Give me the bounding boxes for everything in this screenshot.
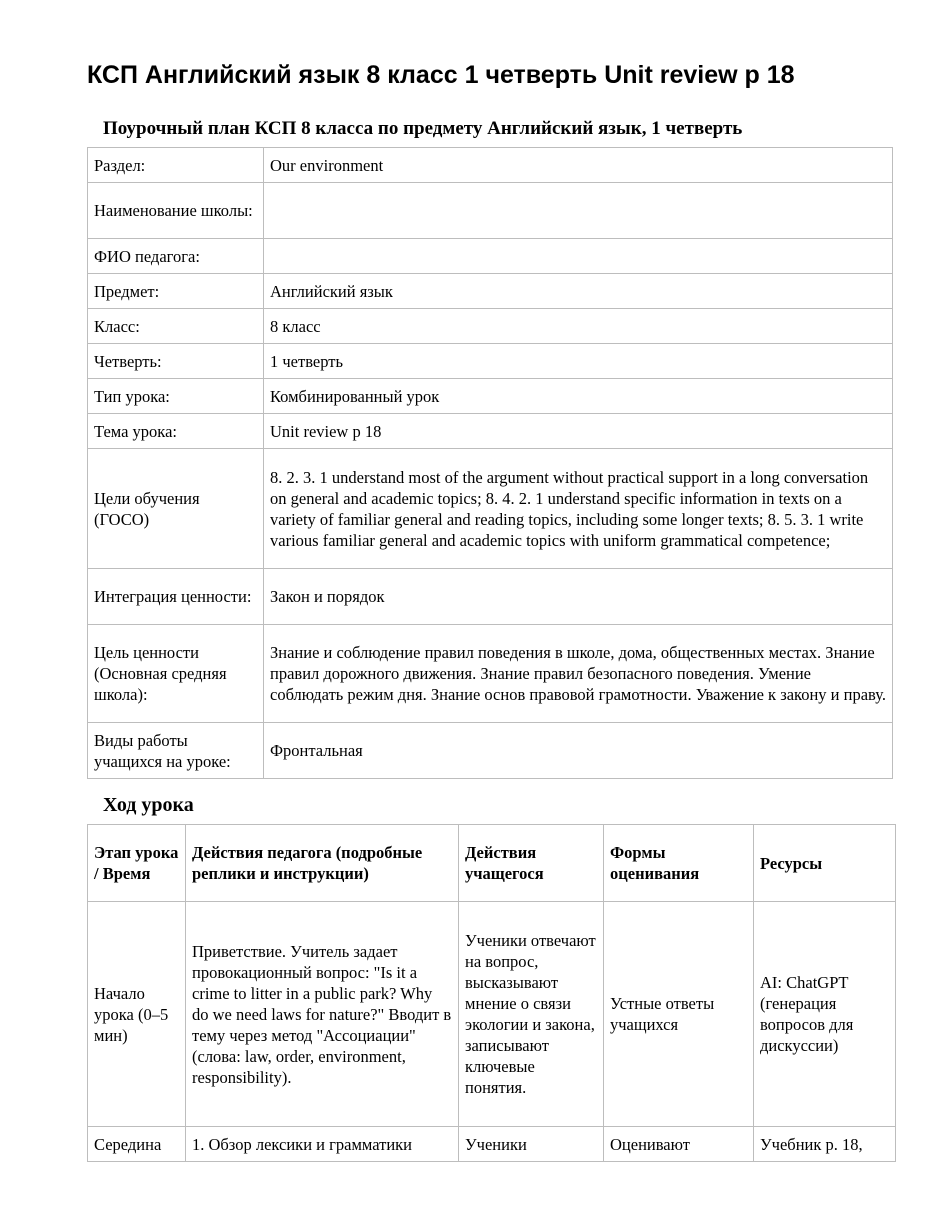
header-teacher-actions: Действия педагога (подробные реплики и инструкции) — [186, 825, 459, 902]
lesson-info-table — [87, 147, 893, 779]
header-assessment: Формы оценивания — [604, 825, 754, 902]
info-row — [88, 379, 893, 414]
info-value: Английский язык — [264, 274, 893, 309]
page-title: КСП Английский язык 8 класс 1 четверть Unit review p 18 — [87, 61, 795, 89]
info-key: Наименование школы: — [88, 183, 264, 239]
info-key: Четверть: — [88, 344, 264, 379]
resources-cell: Учебник p. 18, — [754, 1127, 896, 1162]
info-row — [88, 449, 893, 569]
info-key: Раздел: — [88, 148, 264, 183]
info-key: Тема урока: — [88, 414, 264, 449]
info-row — [88, 344, 893, 379]
student-actions-cell: Ученики отвечают на вопрос, высказывают мнение о связи экологии и закона, записывают ключевые понятия. — [459, 902, 604, 1127]
info-value: 8. 2. 3. 1 understand most of the argument without practical support in a long conversation on general and academic topics; 8. 4. 2. 1 understand specific information in texts on a variety of familiar general and reading topics, including some longer texts; 8. 5. 3. 1 write various familiar general and academic topics with uniform grammatical competence; — [264, 449, 893, 569]
info-row — [88, 148, 893, 183]
assessment-cell: Устные ответы учащихся — [604, 902, 754, 1127]
info-value: Our environment — [264, 148, 893, 183]
info-key: Предмет: — [88, 274, 264, 309]
info-value: Знание и соблюдение правил поведения в школе, дома, общественных местах. Знание правил дорожного движения. Знание правил безопасного поведения. Умение соблюдать режим дня. Знание основ правовой грамотности. Уважение к закону и праву. — [264, 625, 893, 723]
info-row — [88, 239, 893, 274]
student-actions-cell: Ученики — [459, 1127, 604, 1162]
info-key: Класс: — [88, 309, 264, 344]
info-row — [88, 183, 893, 239]
info-key: Цель ценности (Основная средняя школа): — [88, 625, 264, 723]
info-value: Фронтальная — [264, 723, 893, 779]
table-row — [88, 902, 896, 1127]
info-value — [264, 183, 893, 239]
info-value: Unit review p 18 — [264, 414, 893, 449]
info-key: Цели обучения (ГОСО) — [88, 449, 264, 569]
table-row — [88, 1127, 896, 1162]
teacher-actions-cell: 1. Обзор лексики и грамматики — [186, 1127, 459, 1162]
stage-cell: Середина — [88, 1127, 186, 1162]
info-row — [88, 723, 893, 779]
info-row — [88, 309, 893, 344]
plan-subtitle: Поурочный план КСП 8 класса по предмету Английский язык, 1 четверть — [103, 118, 743, 139]
info-row — [88, 625, 893, 723]
info-row — [88, 274, 893, 309]
header-student-actions: Действия учащегося — [459, 825, 604, 902]
info-row — [88, 414, 893, 449]
info-row — [88, 569, 893, 625]
table-header-row — [88, 825, 896, 902]
teacher-actions-cell: Приветствие. Учитель задает провокационный вопрос: "Is it a crime to litter in a public park? Why do we need laws for nature?" Вводит в тему через метод "Ассоциации" (слова: law, order, environment, responsibility). — [186, 902, 459, 1127]
header-stage: Этап урока / Время — [88, 825, 186, 902]
info-key: Интеграция ценности: — [88, 569, 264, 625]
header-resources: Ресурсы — [754, 825, 896, 902]
stage-cell: Начало урока (0–5 мин) — [88, 902, 186, 1127]
assessment-cell: Оценивают — [604, 1127, 754, 1162]
info-value: 1 четверть — [264, 344, 893, 379]
info-value: 8 класс — [264, 309, 893, 344]
info-value — [264, 239, 893, 274]
info-key: Виды работы учащихся на уроке: — [88, 723, 264, 779]
info-value: Комбинированный урок — [264, 379, 893, 414]
info-key: Тип урока: — [88, 379, 264, 414]
lesson-flow-title: Ход урока — [103, 794, 194, 816]
info-value: Закон и порядок — [264, 569, 893, 625]
resources-cell: AI: ChatGPT (генерация вопросов для дискуссии) — [754, 902, 896, 1127]
lesson-flow-table — [87, 824, 896, 1162]
info-key: ФИО педагога: — [88, 239, 264, 274]
